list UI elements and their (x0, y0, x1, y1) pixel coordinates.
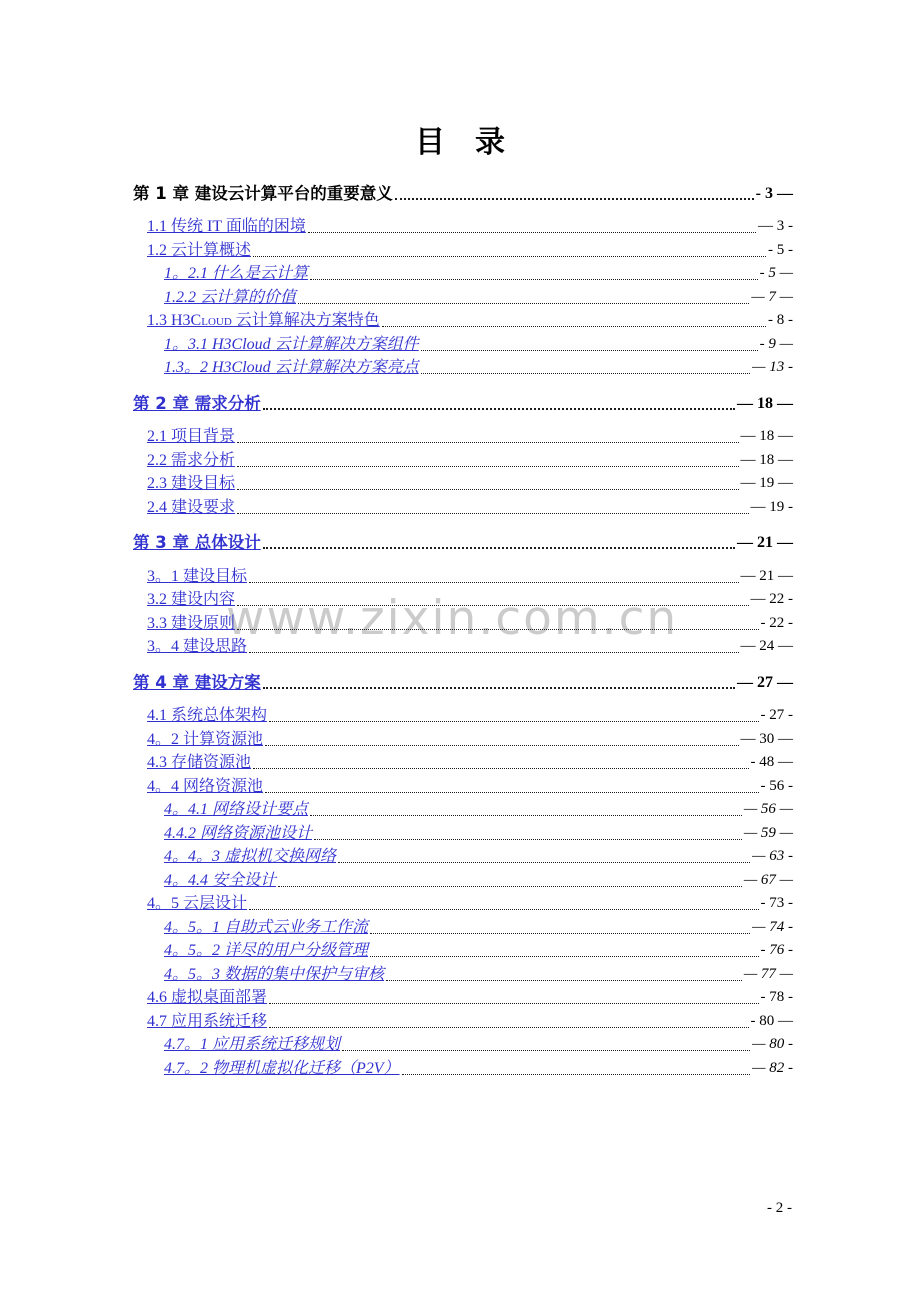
dot-leader (237, 466, 738, 467)
toc-entry-link[interactable]: 1.3 H3Cloud 云计算解决方案特色 (147, 312, 380, 329)
dot-leader (237, 629, 758, 630)
toc-page-number: — 21 — (740, 567, 793, 584)
toc-entry-link[interactable]: 第 4 章 建设方案 (133, 672, 261, 692)
toc-entry-link[interactable]: 第 1 章 建设云计算平台的重要意义 (133, 183, 393, 203)
toc-entry[interactable] (133, 1008, 793, 1032)
toc-entry-link[interactable]: 2.2 需求分析 (147, 451, 236, 469)
toc-entry-link[interactable]: 2.4 建设要求 (147, 498, 236, 516)
toc-entry-link[interactable]: 4。5。2 详尽的用户分级管理 (164, 942, 369, 959)
dot-leader (237, 513, 748, 514)
toc-entry-link[interactable]: 1.2.2 云计算的价值 (164, 288, 297, 306)
dot-leader (386, 980, 742, 981)
toc-entry-link[interactable]: 2.1 项目背景 (147, 428, 236, 445)
toc-entry[interactable] (133, 844, 793, 868)
dot-leader (249, 582, 738, 583)
toc-entry-link[interactable]: 1.1 传统 IT 面临的困境 (147, 218, 306, 235)
dot-leader (253, 256, 766, 257)
dot-leader (249, 909, 758, 910)
toc-entry[interactable] (133, 424, 793, 448)
toc-entry[interactable] (133, 1055, 793, 1079)
toc-entry-link[interactable]: 3。1 建设目标 (147, 567, 248, 585)
toc-entry[interactable] (133, 563, 793, 587)
dot-leader (237, 489, 738, 490)
dot-leader (382, 326, 766, 327)
dot-leader (237, 442, 738, 443)
toc-page-number: - 76 - (760, 942, 793, 958)
dot-leader (269, 721, 758, 722)
toc-page-number: — 19 - (750, 498, 793, 515)
toc-entry[interactable] (133, 914, 793, 938)
toc-list (133, 180, 793, 1079)
dot-leader (265, 792, 758, 793)
toc-page-number: - 9 — (759, 335, 793, 352)
toc-entry[interactable] (133, 180, 793, 204)
dot-leader (278, 886, 742, 887)
toc-page-number: - 3 — (755, 184, 793, 202)
toc-page-number: - 5 — (759, 265, 793, 281)
dot-leader (269, 1003, 758, 1004)
toc-entry-link[interactable]: 4.1 系统总体架构 (147, 707, 268, 724)
dot-leader (421, 350, 758, 351)
toc-entry[interactable] (133, 891, 793, 915)
toc-entry[interactable] (133, 797, 793, 821)
toc-entry-link[interactable]: 1。2.1 什么是云计算 (164, 265, 309, 282)
toc-page-number: — 82 - (752, 1059, 793, 1076)
toc-page-number: — 13 - (752, 359, 793, 375)
toc-entry[interactable] (133, 985, 793, 1009)
toc-entry[interactable] (133, 867, 793, 891)
toc-page-number: - 8 - (768, 312, 793, 328)
footer-page-number: - 2 - (767, 1200, 792, 1216)
dot-leader (253, 768, 748, 769)
toc-page-number: — 74 - (752, 918, 793, 935)
toc-entry-link[interactable]: 4。2 计算资源池 (147, 730, 264, 748)
toc-entry-link[interactable]: 第 3 章 总体设计 (133, 533, 261, 552)
toc-page-number: - 22 - (760, 614, 793, 631)
dot-leader (370, 956, 758, 957)
toc-entry[interactable] (133, 726, 793, 750)
dot-leader (342, 1050, 750, 1051)
toc-page-number: - 48 — (750, 754, 793, 770)
dot-leader (402, 1074, 751, 1075)
toc-entry-link[interactable]: 4.6 虚拟桌面部署 (147, 989, 268, 1006)
toc-page-number: — 59 — (743, 824, 793, 841)
toc-page-number: — 56 — (743, 801, 793, 817)
toc-entry-link[interactable]: 4.3 存储资源池 (147, 754, 252, 771)
toc-entry-link[interactable]: 4。4 网络资源池 (147, 777, 264, 795)
dot-leader (308, 232, 756, 233)
toc-page-number: — 3 - (758, 218, 793, 234)
toc-page-number: — 18 — (740, 428, 793, 444)
page-title: 目 录 (415, 125, 505, 160)
toc-entry-link[interactable]: 1.3。2 H3Cloud 云计算解决方案亮点 (164, 359, 419, 376)
toc-page-number: — 63 - (752, 848, 793, 864)
toc-entry[interactable] (133, 750, 793, 774)
toc-entry-link[interactable]: 3.2 建设内容 (147, 591, 236, 608)
dot-leader (265, 745, 738, 746)
toc-page-number: — 21 — (737, 534, 793, 551)
toc-entry[interactable] (133, 308, 793, 332)
toc-entry[interactable] (133, 447, 793, 471)
dot-leader (263, 547, 735, 549)
toc-entry[interactable] (133, 961, 793, 985)
toc-page-number: — 22 - (750, 591, 793, 607)
toc-entry[interactable] (133, 390, 793, 414)
toc-entry[interactable] (133, 587, 793, 611)
toc-entry[interactable] (133, 1032, 793, 1056)
toc-page-number: — 7 — (751, 288, 793, 305)
toc-page-number: — 19 — (740, 475, 793, 491)
toc-page-number: — 24 — (740, 638, 793, 654)
toc-page-number: — 18 — (737, 394, 793, 412)
toc-entry[interactable] (133, 284, 793, 308)
toc-entry[interactable] (133, 471, 793, 495)
toc-entry[interactable] (133, 237, 793, 261)
toc-entry-link[interactable]: 1。3.1 H3Cloud 云计算解决方案组件 (164, 335, 419, 353)
toc-entry[interactable] (133, 773, 793, 797)
toc-entry[interactable] (133, 214, 793, 238)
toc-page-number: — 27 — (737, 673, 793, 691)
toc-entry-link[interactable]: 4。4。3 虚拟机交换网络 (164, 848, 337, 865)
toc-entry[interactable] (133, 669, 793, 693)
dot-leader (249, 652, 738, 653)
toc-entry-link[interactable]: 4。4.4 安全设计 (164, 871, 277, 889)
dot-leader (263, 408, 735, 410)
dot-leader (314, 839, 742, 840)
toc-entry[interactable] (133, 494, 793, 518)
toc-entry[interactable] (133, 938, 793, 962)
toc-entry-link[interactable]: 1.2 云计算概述 (147, 241, 252, 259)
dot-leader (338, 862, 750, 863)
toc-page-number: - 73 - (760, 895, 793, 911)
dot-leader (421, 373, 750, 374)
toc-entry[interactable] (133, 355, 793, 379)
toc-entry-link[interactable]: 2.3 建设目标 (147, 475, 236, 492)
toc-page-number: — 80 - (752, 1036, 793, 1052)
dot-leader (269, 1027, 748, 1028)
toc-entry-link[interactable]: 4。5。3 数据的集中保护与审核 (164, 965, 385, 983)
toc-page-number: — 30 — (740, 730, 793, 747)
toc-page-number: - 27 - (760, 707, 793, 723)
dot-leader (237, 605, 748, 606)
watermark-text: www.zixin.com.cn (226, 591, 679, 646)
toc-entry[interactable] (133, 703, 793, 727)
toc-page-number: — 77 — (743, 965, 793, 982)
toc-page-number: - 78 - (760, 989, 793, 1005)
dot-leader (263, 687, 735, 689)
toc-entry-link[interactable]: 4.7。2 物理机虚拟化迁移（P2V） (164, 1059, 400, 1077)
dot-leader (310, 815, 742, 816)
toc-entry-link[interactable]: 第 2 章 需求分析 (133, 393, 261, 413)
toc-entry[interactable] (133, 261, 793, 285)
toc-entry[interactable] (133, 610, 793, 634)
toc-entry-link[interactable]: 4。5 云层设计 (147, 895, 248, 912)
toc-page-number: - 80 — (750, 1012, 793, 1029)
dot-leader (298, 303, 749, 304)
toc-entry[interactable] (133, 820, 793, 844)
toc-page-number: — 67 — (743, 871, 793, 888)
toc-entry-link[interactable]: 3.3 建设原则 (147, 614, 236, 632)
dot-leader (310, 279, 758, 280)
toc-entry[interactable] (133, 634, 793, 658)
toc-entry-link[interactable]: 4.4.2 网络资源池设计 (164, 824, 313, 842)
toc-entry-link[interactable]: 4。5。1 自助式云业务工作流 (164, 918, 369, 936)
toc-entry-link[interactable]: 4。4.1 网络设计要点 (164, 801, 309, 818)
toc-entry[interactable] (133, 331, 793, 355)
toc-page-number: - 5 - (768, 241, 793, 258)
toc-page-number: — 18 — (740, 451, 793, 468)
dot-leader (370, 933, 750, 934)
toc-entry[interactable] (133, 530, 793, 554)
dot-leader (395, 198, 754, 200)
toc-entry-link[interactable]: 4.7。1 应用系统迁移规划 (164, 1036, 341, 1053)
toc-entry-link[interactable]: 3。4 建设思路 (147, 638, 248, 655)
toc-page-number: - 56 - (760, 777, 793, 794)
toc-entry-link[interactable]: 4.7 应用系统迁移 (147, 1012, 268, 1030)
